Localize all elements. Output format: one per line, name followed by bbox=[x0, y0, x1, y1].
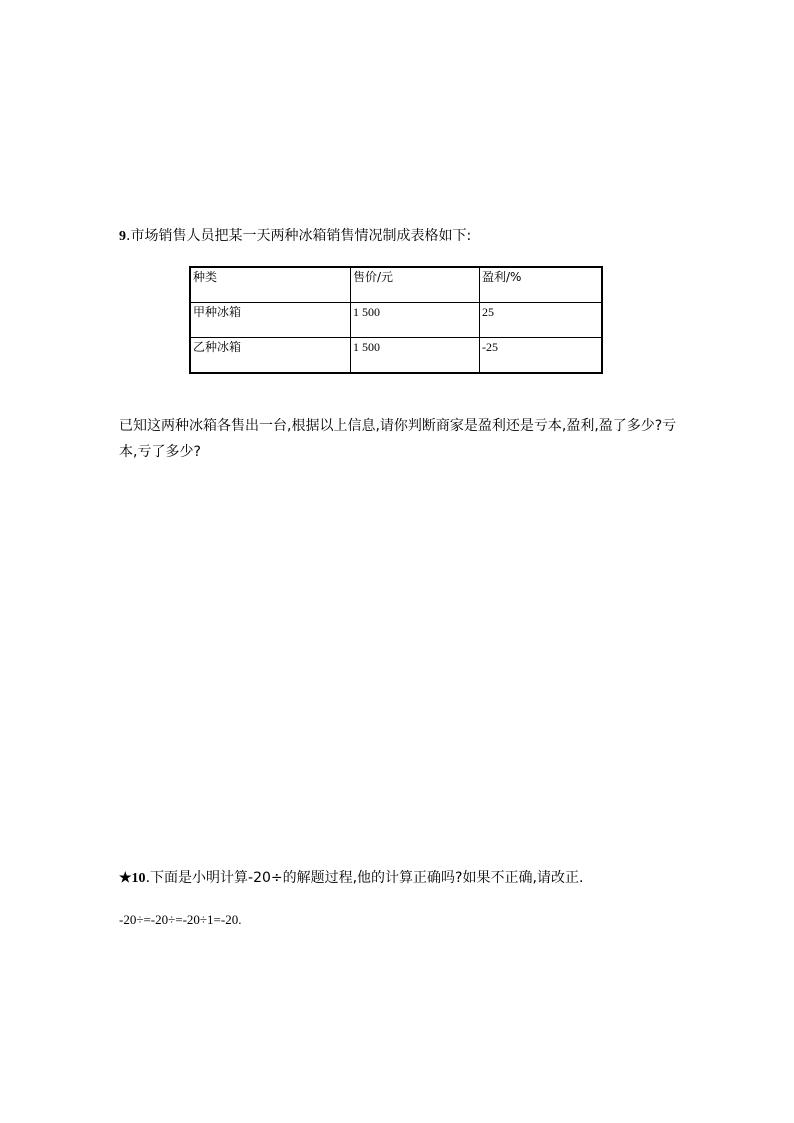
price-value: 1 500 bbox=[353, 340, 380, 354]
question-9-text: .市场销售人员把某一天两种冰箱销售情况制成表格如下: bbox=[126, 228, 472, 244]
question-9-title bbox=[119, 227, 471, 246]
header-cell-price: 售价/元 bbox=[351, 267, 480, 303]
header-cell-profit: 盈利/% bbox=[480, 267, 603, 303]
table-row bbox=[190, 303, 602, 338]
table-header-row bbox=[190, 267, 602, 303]
table-cell-profit bbox=[480, 338, 603, 374]
table-cell-price bbox=[351, 338, 480, 374]
table-cell-type: 乙种冰箱 bbox=[190, 338, 351, 374]
question-10-title bbox=[119, 869, 583, 888]
question-10-equation: -20÷=-20÷=-20÷1=-20. bbox=[119, 912, 242, 927]
table-cell-type: 甲种冰箱 bbox=[190, 303, 351, 338]
profit-value: 25 bbox=[482, 305, 494, 319]
profit-value: -25 bbox=[482, 340, 498, 354]
table-cell-price bbox=[351, 303, 480, 338]
question-10-text: .下面是小明计算-20÷的解题过程,他的计算正确吗?如果不正确,请改正. bbox=[145, 870, 584, 886]
sales-table bbox=[189, 266, 603, 374]
table-row bbox=[190, 338, 602, 374]
question-9-description: 已知这两种冰箱各售出一台,根据以上信息,请你判断商家是盈利还是亏本,盈利,盈了多少?亏本,亏了多少? bbox=[119, 418, 677, 460]
question-9-number: 9 bbox=[119, 229, 126, 244]
header-cell-type: 种类 bbox=[190, 267, 351, 303]
price-value: 1 500 bbox=[353, 305, 380, 319]
table-cell-profit bbox=[480, 303, 603, 338]
question-10-number: ★10 bbox=[119, 871, 146, 886]
